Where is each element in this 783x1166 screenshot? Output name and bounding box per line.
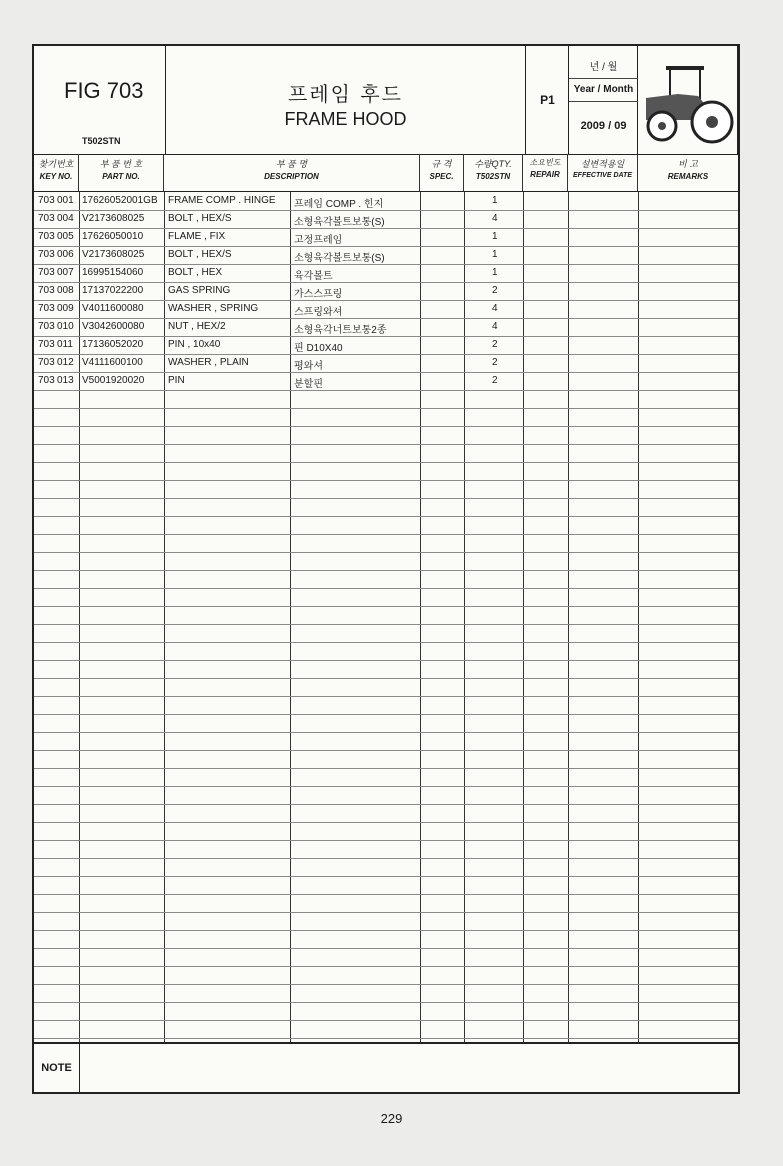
row-divider — [34, 624, 738, 625]
cell-key: 005 — [57, 231, 74, 242]
table-row — [34, 336, 738, 354]
parts-sheet — [32, 44, 740, 1094]
cell-key: 007 — [57, 267, 74, 278]
col-repair-en: REPAIR — [530, 170, 560, 179]
table-row — [34, 246, 738, 264]
row-divider — [34, 876, 738, 877]
row-divider — [34, 714, 738, 715]
cell-part: 17626050010 — [82, 231, 144, 242]
cell-desc-ko: 가스스프링 — [294, 289, 343, 300]
cell-part: 17626052001GB — [82, 195, 158, 206]
row-divider — [34, 732, 738, 733]
cell-fig: 703 — [38, 249, 55, 260]
row-divider — [34, 498, 738, 499]
col-repair — [523, 154, 568, 192]
row-divider — [34, 984, 738, 985]
col-spec-en: SPEC. — [429, 172, 454, 181]
cell-desc-en: FLAME , FIX — [168, 231, 226, 242]
row-divider — [34, 840, 738, 841]
title-english: FRAME HOOD — [284, 109, 407, 129]
cell-desc-ko: 소형육각너트보통2종 — [294, 325, 387, 336]
cell-part: V4111600100 — [82, 357, 143, 368]
year-month-cell — [569, 46, 638, 154]
revision-date: 2009 / 09 — [580, 120, 627, 132]
row-divider — [34, 444, 738, 445]
cell-fig: 703 — [38, 339, 55, 350]
col-part-en: PART NO. — [102, 172, 140, 181]
table-row — [34, 300, 738, 318]
row-divider — [34, 804, 738, 805]
page-code-cell — [526, 46, 569, 154]
title-cell — [166, 46, 526, 154]
year-month-korean: 년 / 월 — [589, 62, 618, 73]
col-key-ko: 찾기번호 — [38, 159, 74, 169]
cell-part: 17137022200 — [82, 285, 144, 296]
cell-part: 16995154060 — [82, 267, 144, 278]
row-divider — [34, 858, 738, 859]
cell-desc-en: FRAME COMP . HINGE — [168, 195, 276, 206]
cell-key: 013 — [57, 375, 74, 386]
row-divider — [34, 930, 738, 931]
cell-desc-en: GAS SPRING — [168, 285, 231, 296]
cell-qty: 1 — [492, 267, 498, 278]
row-divider — [34, 462, 738, 463]
cell-qty: 2 — [492, 285, 498, 296]
model-name: T502STN — [82, 136, 121, 146]
table-row — [34, 228, 738, 246]
row-divider — [34, 606, 738, 607]
cell-part: V5001920020 — [82, 375, 145, 386]
cell-part: 17136052020 — [82, 339, 144, 350]
cell-qty: 1 — [492, 195, 498, 206]
col-eff-en: EFFECTIVE DATE — [573, 172, 632, 179]
row-divider — [34, 588, 738, 589]
table-row — [34, 210, 738, 228]
col-qty — [464, 154, 523, 192]
cell-desc-en: PIN — [168, 375, 185, 386]
cell-desc-ko: 스프링와셔 — [294, 307, 343, 318]
row-divider — [34, 678, 738, 679]
cell-desc-en: BOLT , HEX/S — [168, 249, 232, 260]
cell-key: 006 — [57, 249, 74, 260]
cell-fig: 703 — [38, 285, 55, 296]
cell-qty: 2 — [492, 357, 498, 368]
cell-desc-en: WASHER , SPRING — [168, 303, 259, 314]
cell-key: 004 — [57, 213, 74, 224]
col-qty-en: T502STN — [475, 172, 511, 181]
col-desc — [164, 154, 420, 192]
cell-desc-ko: 프레임 COMP . 힌지 — [294, 199, 384, 210]
cell-qty: 4 — [492, 303, 498, 314]
cell-fig: 703 — [38, 321, 55, 332]
col-remarks-ko: 비 고 — [678, 159, 698, 169]
cell-key: 012 — [57, 357, 74, 368]
col-desc-ko: 부 품 명 — [275, 159, 308, 169]
year-month-label: Year / Month — [569, 78, 638, 102]
page-code: P1 — [540, 93, 555, 107]
cell-desc-en: PIN , 10x40 — [168, 339, 221, 350]
col-part — [79, 154, 164, 192]
row-divider — [34, 552, 738, 553]
col-remarks-en: REMARKS — [667, 172, 709, 181]
cell-desc-ko: 분할핀 — [294, 379, 323, 390]
table-row — [34, 192, 738, 210]
page-number: 229 — [380, 1111, 403, 1126]
col-desc-en: DESCRIPTION — [264, 172, 319, 181]
figure-number: FIG 703 — [64, 78, 144, 103]
figure-cell — [34, 46, 166, 154]
row-divider — [34, 534, 738, 535]
cell-desc-en: BOLT , HEX/S — [168, 213, 232, 224]
cell-key: 011 — [57, 339, 73, 350]
row-divider — [34, 570, 738, 571]
row-divider — [34, 822, 738, 823]
cell-fig: 703 — [38, 195, 55, 206]
row-divider — [34, 426, 738, 427]
col-part-ko: 부 품 번 호 — [99, 159, 143, 169]
row-divider — [34, 642, 738, 643]
cell-desc-en: BOLT , HEX — [168, 267, 223, 278]
cell-qty: 2 — [492, 375, 498, 386]
row-divider — [34, 660, 738, 661]
cell-desc-ko: 평와셔 — [294, 361, 323, 372]
title-korean: 프레임 후드 — [288, 82, 403, 106]
row-divider — [34, 408, 738, 409]
row-divider — [34, 750, 738, 751]
row-divider — [34, 1038, 738, 1039]
row-divider — [34, 1020, 738, 1021]
sheet-header — [34, 46, 738, 155]
note-area — [34, 1042, 738, 1094]
cell-desc-en: NUT , HEX/2 — [168, 321, 226, 332]
row-divider — [34, 768, 738, 769]
row-divider — [34, 894, 738, 895]
row-divider — [34, 516, 738, 517]
cell-qty: 2 — [492, 339, 498, 350]
row-divider — [34, 912, 738, 913]
cell-fig: 703 — [38, 231, 55, 242]
row-divider — [34, 786, 738, 787]
row-divider — [34, 966, 738, 967]
table-row — [34, 372, 738, 390]
row-divider — [34, 480, 738, 481]
cell-qty: 4 — [492, 321, 498, 332]
cell-part: V2173608025 — [82, 249, 145, 260]
cell-desc-ko: 육각볼트 — [294, 271, 333, 282]
cell-fig: 703 — [38, 303, 55, 314]
col-spec-ko: 규 격 — [431, 159, 452, 169]
cell-fig: 703 — [38, 267, 55, 278]
col-spec — [420, 154, 464, 192]
row-divider — [34, 1002, 738, 1003]
cell-part: V2173608025 — [82, 213, 145, 224]
table-row — [34, 282, 738, 300]
cell-key: 001 — [57, 195, 74, 206]
col-key-en: KEY NO. — [39, 172, 73, 181]
cell-desc-en: WASHER , PLAIN — [168, 357, 249, 368]
table-row — [34, 354, 738, 372]
col-effective-date — [568, 154, 638, 192]
cell-qty: 4 — [492, 213, 498, 224]
tractor-icon — [638, 46, 738, 154]
cell-part: V3042600080 — [82, 321, 145, 332]
cell-key: 009 — [57, 303, 74, 314]
cell-fig: 703 — [38, 375, 55, 386]
row-divider — [34, 390, 738, 391]
col-key — [34, 154, 79, 192]
table-row — [34, 264, 738, 282]
cell-desc-ko: 소형육각볼트보통(S) — [294, 253, 385, 264]
cell-qty: 1 — [492, 249, 498, 260]
table-row — [34, 318, 738, 336]
col-remarks — [638, 154, 738, 192]
col-qty-ko: 수량QTY. — [474, 159, 512, 169]
col-repair-ko: 소요빈도 — [529, 158, 561, 167]
row-divider — [34, 696, 738, 697]
cell-fig: 703 — [38, 357, 55, 368]
note-label: NOTE — [34, 1044, 80, 1094]
cell-desc-ko: 소형육각볼트보통(S) — [294, 217, 385, 228]
cell-desc-ko: 고정프레임 — [294, 235, 343, 246]
cell-fig: 703 — [38, 213, 55, 224]
cell-key: 010 — [57, 321, 74, 332]
tractor-image-cell — [638, 46, 738, 154]
cell-qty: 1 — [492, 231, 498, 242]
col-eff-ko: 설변적용일 — [580, 159, 625, 169]
cell-part: V4011600080 — [82, 303, 144, 314]
row-divider — [34, 948, 738, 949]
cell-desc-ko: 핀 D10X40 — [294, 343, 343, 354]
cell-key: 008 — [57, 285, 74, 296]
